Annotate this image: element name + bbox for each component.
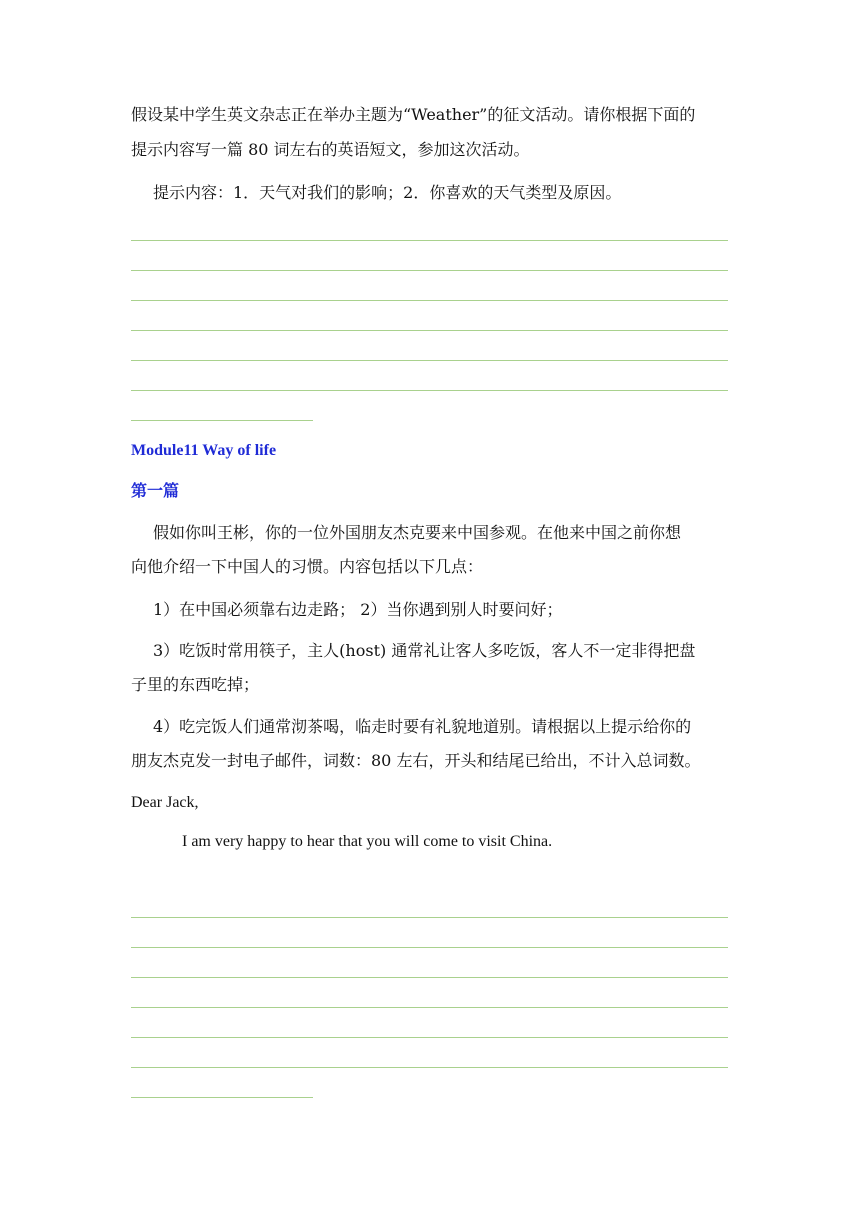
prompt-text-line: 提示内容写一篇 80 词左右的英语短文，参加这次活动。 (131, 140, 530, 159)
prompt-point: 子里的东西吃掉； (131, 675, 260, 694)
prompt-point: 朋友杰克发一封电子邮件，词数：80 左右，开头和结尾已给出，不计入总词数。 (131, 751, 701, 770)
letter-opening: I am very happy to hear that you will come to visit China. (182, 833, 553, 850)
prompt-text-line: 向他介绍一下中国人的习惯。内容包括以下几点： (131, 557, 484, 576)
prompt-point: 3）吃饭时常用筷子，主人(host) 通常礼让客人多吃饭，客人不一定非得把盘 (153, 641, 696, 660)
prompt-point: 4）吃完饭人们通常沏茶喝，临走时要有礼貌地道别。请根据以上提示给你的 (153, 717, 692, 736)
writing-line (131, 300, 728, 301)
writing-line (131, 390, 728, 391)
prompt-text-line: 假如你叫王彬，你的一位外国朋友杰克要来中国参观。在他来中国之前你想 (153, 523, 682, 542)
writing-line (131, 947, 728, 948)
writing-line (131, 330, 728, 331)
writing-line (131, 1067, 728, 1068)
hint-text: 提示内容：1．天气对我们的影响；2．你喜欢的天气类型及原因。 (153, 183, 622, 202)
writing-line (131, 420, 313, 421)
writing-line (131, 977, 728, 978)
passage-title: 第一篇 (131, 483, 180, 500)
writing-line (131, 1007, 728, 1008)
module-title: Module11 Way of life (131, 442, 277, 459)
writing-line (131, 240, 728, 241)
writing-line (131, 1037, 728, 1038)
writing-line (131, 270, 728, 271)
prompt-point: 1）在中国必须靠右边走路； 2）当你遇到别人时要问好； (153, 600, 563, 619)
prompt-text-line: 假设某中学生英文杂志正在举办主题为“Weather”的征文活动。请你根据下面的 (131, 105, 696, 124)
writing-line (131, 917, 728, 918)
letter-salutation: Dear Jack, (131, 794, 199, 811)
writing-line (131, 360, 728, 361)
writing-line (131, 1097, 313, 1098)
